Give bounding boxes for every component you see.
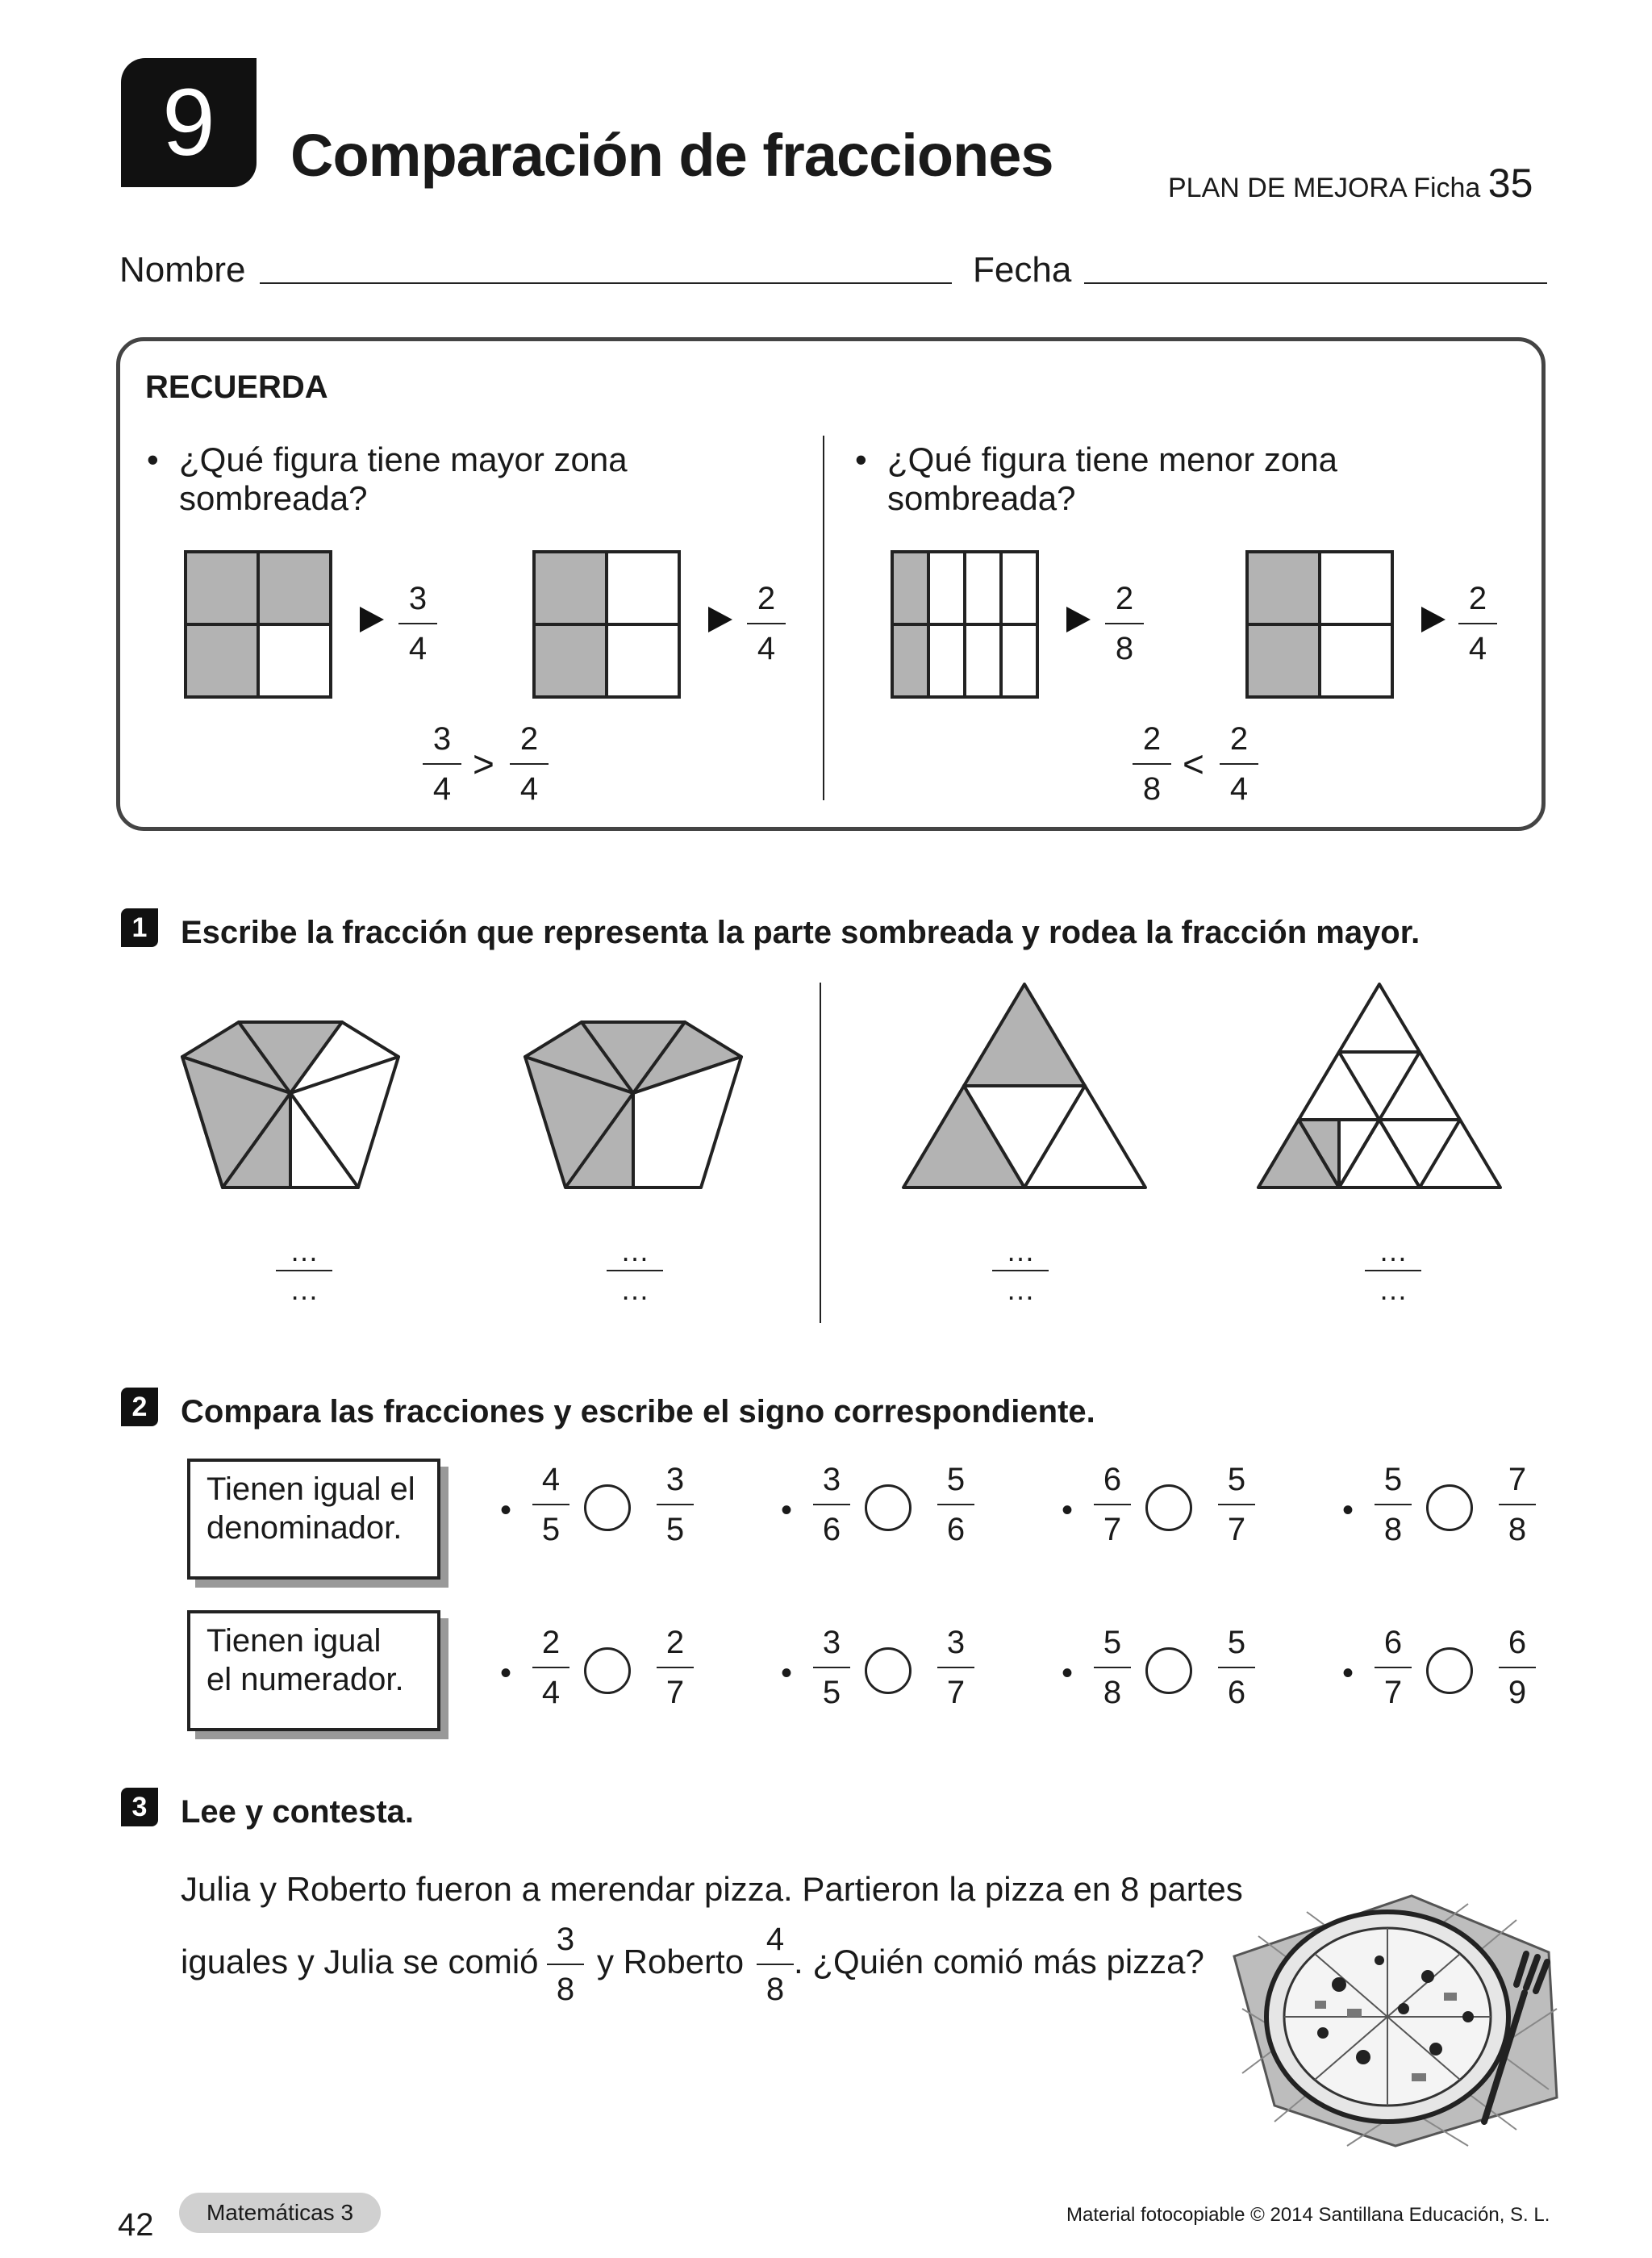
bullet: • xyxy=(781,1492,793,1528)
bullet: • xyxy=(781,1655,793,1691)
story-line-2b: y Roberto xyxy=(597,1943,745,1980)
comparison-sign-circle[interactable] xyxy=(1145,1484,1192,1531)
date-label: Fecha xyxy=(973,250,1072,290)
note-line: Tienen igual el xyxy=(206,1471,415,1507)
arrow-icon xyxy=(1421,607,1446,632)
fraction-left: 5 8 xyxy=(1375,1460,1412,1549)
note-card-denominator xyxy=(187,1459,440,1580)
bullet: • xyxy=(500,1655,512,1691)
copyright-notice: Material fotocopiable © 2014 Santillana Educación, S. L. xyxy=(1066,2204,1550,2226)
unit-number: 9 xyxy=(162,69,215,176)
name-label: Nombre xyxy=(119,250,246,290)
fraction: 3 4 xyxy=(398,579,437,668)
story-line-2c: . ¿Quién comió más pizza? xyxy=(794,1943,1204,1980)
fraction-answer-blank[interactable]: … … xyxy=(992,1234,1049,1307)
fraction-left: 3 5 xyxy=(813,1623,850,1712)
bullet: • xyxy=(855,440,867,478)
page-number: 42 xyxy=(118,2207,154,2243)
comparison-sign-circle[interactable] xyxy=(584,1484,631,1531)
fraction-right: 3 7 xyxy=(937,1623,974,1712)
book-label-text: Matemáticas 3 xyxy=(206,2200,354,2225)
triangle-figure-2 xyxy=(1258,984,1500,1187)
plan-label: PLAN DE MEJORA xyxy=(1168,173,1406,203)
recuerda-title: RECUERDA xyxy=(145,369,328,405)
story-line-2a: iguales y Julia se comió xyxy=(181,1943,539,1980)
fraction-left: 6 7 xyxy=(1375,1623,1412,1712)
fraction-left: 5 8 xyxy=(1094,1623,1131,1712)
note-line: Tienen igual xyxy=(206,1623,382,1659)
bullet: • xyxy=(1342,1655,1354,1691)
pentagon-figure-1 xyxy=(182,1022,398,1187)
question-line: ¿Qué figura tiene menor zona xyxy=(887,440,1337,478)
fraction: 2 4 xyxy=(510,720,549,808)
square-2-of-4 xyxy=(534,552,679,697)
fraction-right: 5 6 xyxy=(937,1460,974,1549)
comparison-sign-circle[interactable] xyxy=(1145,1647,1192,1694)
fraction-left: 2 4 xyxy=(532,1623,569,1712)
triangle-figure-1 xyxy=(903,984,1145,1187)
fraction-right: 5 7 xyxy=(1218,1460,1255,1549)
fraction: 2 4 xyxy=(747,579,786,668)
fraction: 2 8 xyxy=(1133,720,1171,808)
bullet: • xyxy=(500,1492,512,1528)
pentagon-figure-2 xyxy=(525,1022,741,1187)
ficha-number: 35 xyxy=(1487,161,1533,206)
fraction-answer-blank[interactable]: … … xyxy=(276,1234,332,1307)
square-3-of-4 xyxy=(186,552,331,697)
page-title: Comparación de fracciones xyxy=(290,122,1053,189)
note-line: el numerador. xyxy=(206,1662,404,1697)
fraction-right: 5 6 xyxy=(1218,1623,1255,1712)
question-line: sombreada? xyxy=(179,479,368,517)
bullet: • xyxy=(1062,1492,1074,1528)
pizza-illustration xyxy=(1226,1888,1565,2154)
fraction-right: 7 8 xyxy=(1499,1460,1536,1549)
arrow-icon xyxy=(360,607,384,632)
exercise-instruction: Escribe la fracción que representa la parte sombreada y rodea la fracción mayor. xyxy=(181,915,1420,950)
comparison-sign-circle[interactable] xyxy=(1426,1647,1473,1694)
fraction-left: 3 6 xyxy=(813,1460,850,1549)
comparison-sign-circle[interactable] xyxy=(584,1647,631,1694)
fraction: 2 4 xyxy=(1220,720,1258,808)
fraction: 2 8 xyxy=(1105,579,1144,668)
ficha-label: Ficha xyxy=(1413,173,1481,203)
fraction-right: 6 9 xyxy=(1499,1623,1536,1712)
bullet: • xyxy=(147,440,159,478)
comparison-sign-circle[interactable] xyxy=(1426,1484,1473,1531)
exercise-instruction: Compara las fracciones y escribe el signo correspondiente. xyxy=(181,1394,1095,1430)
fraction-answer-blank[interactable]: … … xyxy=(607,1234,663,1307)
note-card-numerator xyxy=(187,1610,440,1731)
bullet: • xyxy=(1342,1492,1354,1528)
fraction-julia: 3 8 xyxy=(547,1920,584,2009)
square-2-of-4-right xyxy=(1247,552,1392,697)
fraction-roberto: 4 8 xyxy=(757,1920,794,2009)
fraction-left: 6 7 xyxy=(1094,1460,1131,1549)
exercise-instruction: Lee y contesta. xyxy=(181,1794,415,1830)
comparison-sign-circle[interactable] xyxy=(865,1484,912,1531)
arrow-icon xyxy=(1066,607,1091,632)
story-line-1: Julia y Roberto fueron a merendar pizza. Partieron la pizza en 8 partes xyxy=(181,1870,1243,1908)
fraction-right: 3 5 xyxy=(657,1460,694,1549)
exercise-number: 3 xyxy=(121,1788,158,1826)
note-line: denominador. xyxy=(206,1510,403,1546)
exercise-number: 2 xyxy=(121,1388,158,1426)
comparison-sign-circle[interactable] xyxy=(865,1647,912,1694)
fraction-answer-blank[interactable]: … … xyxy=(1365,1234,1421,1307)
fraction-right: 2 7 xyxy=(657,1623,694,1712)
fraction-left: 4 5 xyxy=(532,1460,569,1549)
square-2-of-8 xyxy=(892,552,1037,697)
question-line: sombreada? xyxy=(887,479,1076,517)
less-than-sign: < xyxy=(1183,743,1204,785)
arrow-icon xyxy=(708,607,732,632)
greater-than-sign: > xyxy=(473,743,494,785)
fraction: 3 4 xyxy=(423,720,461,808)
fraction: 2 4 xyxy=(1458,579,1497,668)
question-line: ¿Qué figura tiene mayor zona xyxy=(179,440,628,478)
exercise-number: 1 xyxy=(121,908,158,947)
recuerda-figures xyxy=(0,0,1652,887)
bullet: • xyxy=(1062,1655,1074,1691)
exercise1-figures xyxy=(0,968,1652,1210)
book-label xyxy=(179,2193,381,2233)
